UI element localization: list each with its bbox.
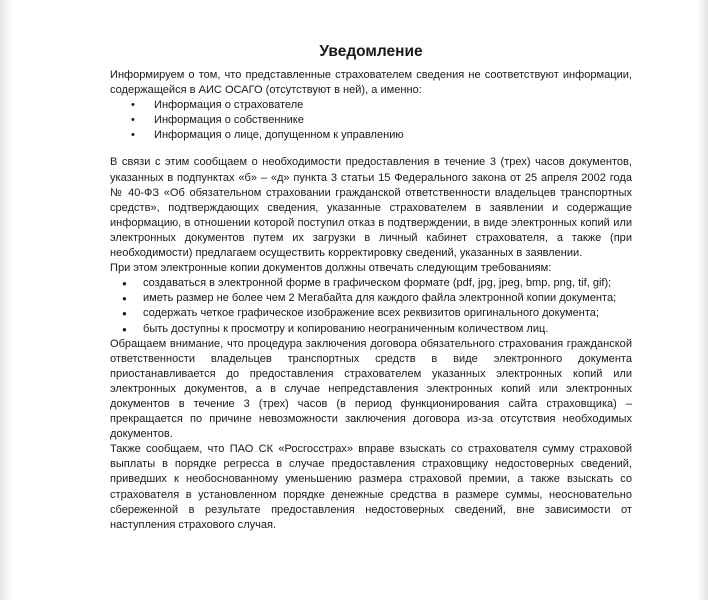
spacer [110, 143, 632, 155]
requirements-list [110, 276, 632, 336]
list-item: ● создаваться в электронной форме в графическом формате (pdf, jpg, jpeg, bmp, png, tif, gif); [110, 276, 632, 291]
documents-request-paragraph: В связи с этим сообщаем о необходимости предоставления в течение 3 (трех) часов документов, указанных в подпунктах «б» – «д» пункта 3 статьи 15 Федерального закона от 25 апреля 2002 года № 40-ФЗ «Об обязательном страховании гражданской ответственности владельцев транспортных средств», подтверждающих сведения, указанные страхователем в заявлении и содержащие информацию, в отношении которой поступил отказ в подтверждении, в виде электронных копий или электронных документов путем их загрузки в личный кабинет страхователя, а также (при необходимости) предлагаем осуществить корректировку сведений, указанных в заявлении. [110, 156, 632, 260]
intro-paragraph: Информируем о том, что представленные страхователем сведения не соответствуют информации, содержащейся в АИС ОСАГО (отсутствуют в ней), а именно: [110, 69, 632, 97]
list-item: • Информация о собственнике [110, 113, 632, 128]
document-title: Уведомление [319, 43, 423, 60]
page-shadow-right [696, 0, 708, 600]
list-item: ● быть доступны к просмотру и копированию неограниченным количеством лиц. [110, 322, 632, 337]
list-item: • Информация о страхователе [110, 98, 632, 113]
recourse-paragraph: Также сообщаем, что ПАО СК «Росгосстрах» вправе взыскать со страхователя сумму страховой выплаты в порядке регресса в случае предоставления страховщику недостоверных сведений, приведших к необоснованному уменьшению размера страховой премии, а также взыскать со страхователя в установленном порядке денежные средства в размере суммы, неосновательно сбереженной в результате предоставления недостоверных сведений, вне зависимости от наступления страхового случая. [110, 443, 632, 531]
suspension-paragraph: Обращаем внимание, что процедура заключения договора обязательного страхования гражданской ответственности владельцев транспортных средств в виде электронного документа приостанавливается до предоставления страхователем указанных электронных копий или электронных документов, а в случае непредставления электронных копий или электронных документов в течение 3 (трех) часов (в период функционирования сайта страховщика) – прекращается по причине невозможности заключения договора из-за отсутствия необходимых документов. [110, 337, 632, 441]
list-item: • Информация о лице, допущенном к управлению [110, 128, 632, 143]
page-shadow-left [0, 0, 14, 600]
mismatch-list [110, 98, 632, 143]
requirements-intro: При этом электронные копии документов должны отвечать следующим требованиям: [110, 262, 552, 275]
list-item: ● иметь размер не более чем 2 Мегабайта для каждого файла электронной копии документа; [110, 291, 632, 306]
document-page [110, 38, 632, 533]
list-item: ● содержать четкое графическое изображение всех реквизитов оригинального документа; [110, 306, 632, 321]
